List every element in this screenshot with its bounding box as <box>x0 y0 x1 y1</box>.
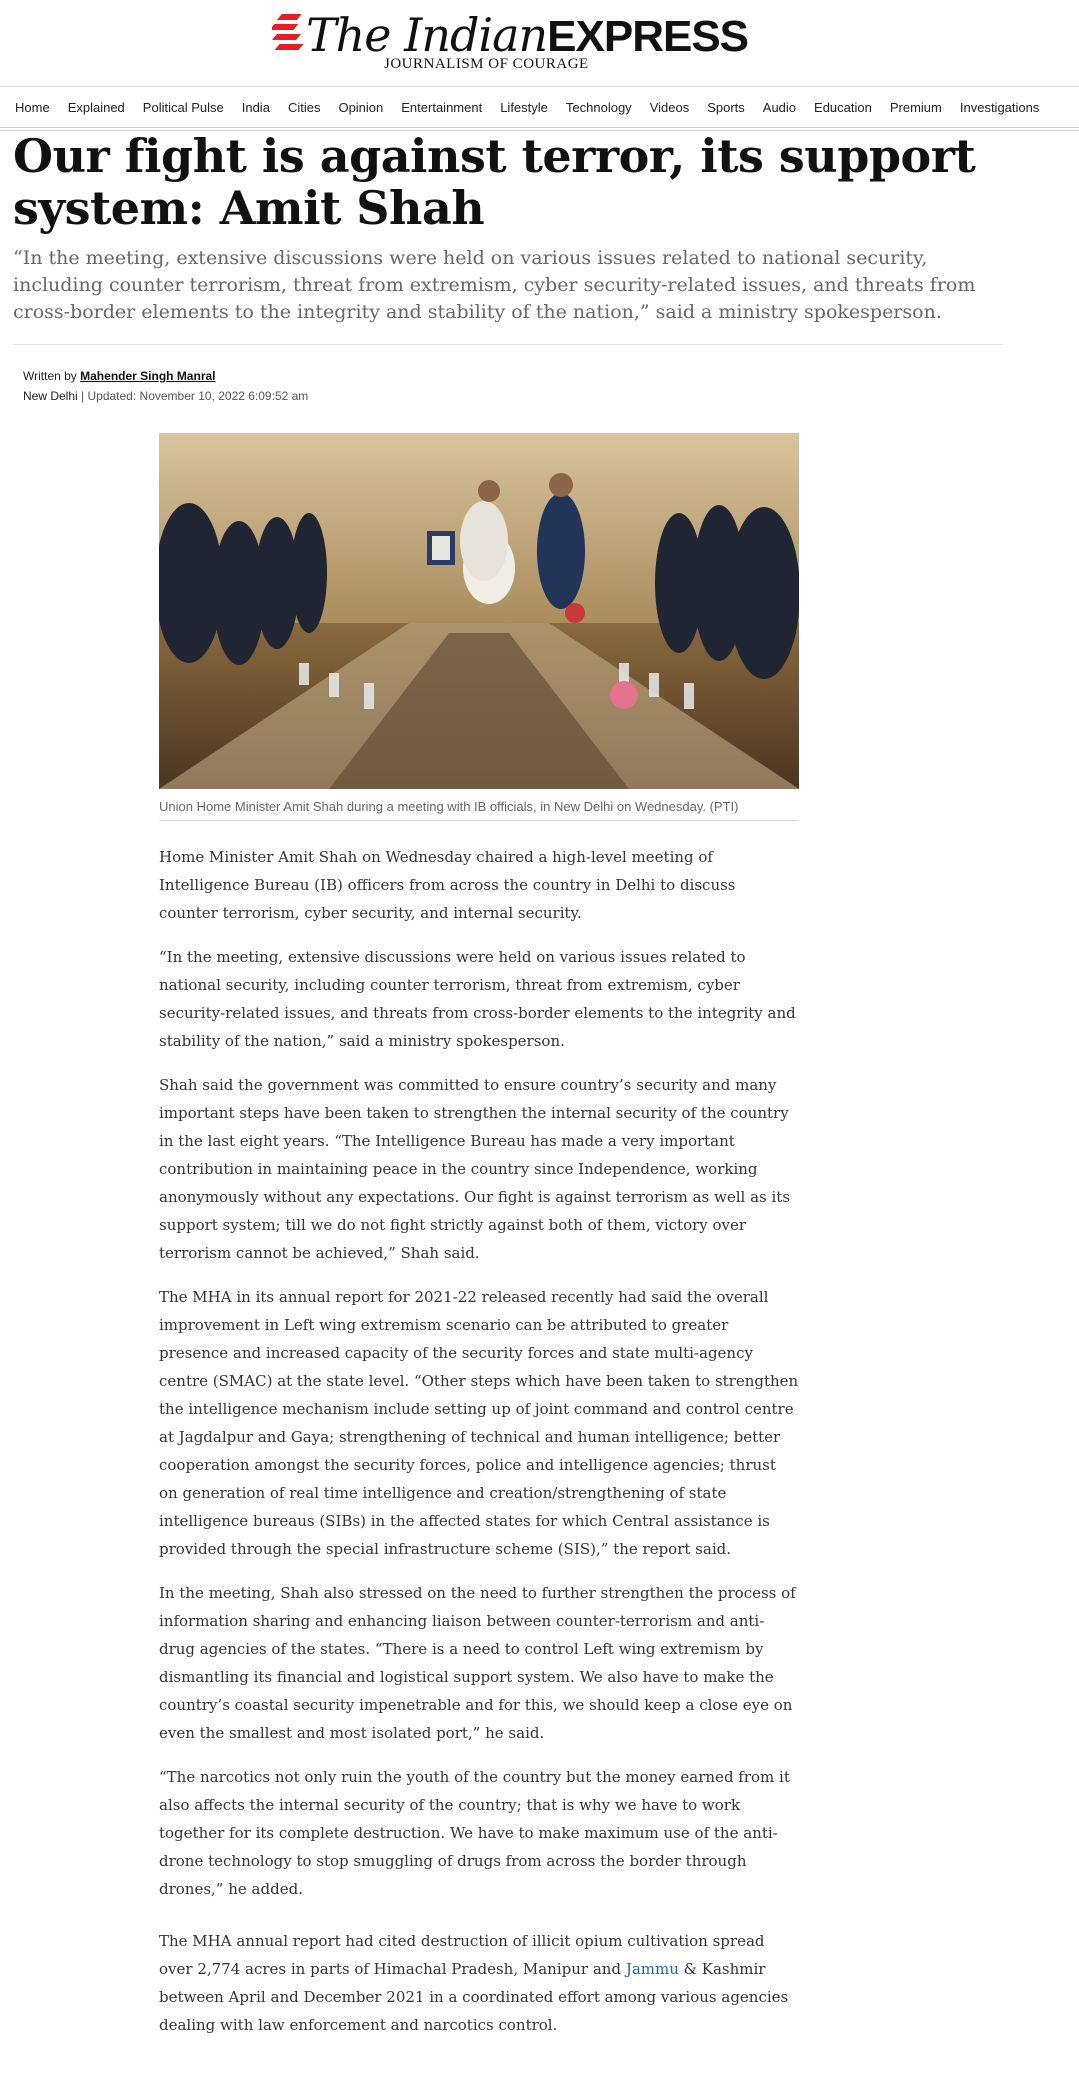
location: New Delhi <box>23 389 78 403</box>
nav-item-political-pulse[interactable]: Political Pulse <box>142 99 224 115</box>
nav-item-cities[interactable]: Cities <box>287 99 321 115</box>
nav-item-education[interactable]: Education <box>814 99 872 115</box>
author-line <box>23 366 308 386</box>
meeting-photo-illustration <box>159 433 799 789</box>
nav-item-lifestyle[interactable]: Lifestyle <box>500 99 548 115</box>
article-paragraph: Home Minister Amit Shah on Wednesday chaired a high-level meeting of Intelligence Bureau (IB) officers from across the country in Delhi to discuss counter terrorism, cyber security, and internal security. <box>159 848 736 922</box>
headline-divider <box>13 344 1003 345</box>
logo-the-indian: The Indian <box>306 8 548 62</box>
article-paragraph-last <box>159 1927 799 2039</box>
article-paragraph: The MHA in its annual report for 2021-22 released recently had said the overall improvement in Left wing extremism scenario can be attributed to greater presence and increased capacity of the security forces and state multi-agency centre (SMAC) at the state level. “Other steps which have been taken to strengthen the intelligence mechanism include setting up of joint command and control centre at Jagdalpur and Gaya; strengthening of technical and human intelligence; better cooperation amongst the security forces, police and intelligence agencies; thrust on generation of real time intelligence and creation/strengthening of state intelligence bureaus (SIBs) in the affected states for which Central assistance is provided through the special infrastructure scheme (SIS),” the report said. <box>159 1288 799 1558</box>
nav-item-technology[interactable]: Technology <box>565 99 632 115</box>
article-headline: Our fight is against terror, its support system: Amit Shah <box>13 129 976 235</box>
last-paragraph-text-after-link: & Kashmir between April and December 2021 in a coordinated effort among various agencies dealing with law enforcement and narcotics control. <box>159 1960 789 2034</box>
article-paragraph: “In the meeting, extensive discussions were held on various issues related to national security, including counter terrorism, threat from extremism, cyber security-related issues, and threats from cross-border elements to the integrity and stability of the nation,” said a ministry spokesperson. <box>159 948 796 1050</box>
nav-item-entertainment[interactable]: Entertainment <box>401 99 483 115</box>
article-paragraph: Shah said the government was committed to ensure country’s security and many important steps have been taken to strengthen the internal security of the country in the last eight years. “The Intelligence Bureau has made a very important contribution in maintaining peace in the country since Independence, working anonymously without any expectations. Our fight is against terrorism as well as its support system; till we do not fight strictly against both of them, victory over terrorism cannot be achieved,” Shah said. <box>159 1076 791 1262</box>
nav-item-videos[interactable]: Videos <box>649 99 690 115</box>
jammu-link[interactable]: Jammu <box>625 1960 679 1978</box>
lead-figure <box>159 433 799 821</box>
written-by-label: Written by <box>23 369 77 383</box>
masthead <box>0 0 1079 86</box>
nav-item-premium[interactable]: Premium <box>889 99 942 115</box>
byline <box>23 366 308 406</box>
logo-express: EXPRESS <box>547 12 749 61</box>
article-paragraph: “The narcotics not only ruin the youth of the country but the money earned from it also affects the internal security of the country; that is why we have to work together for its complete destruction. We have to make maximum use of the anti-drone technology to stop smuggling of drugs from across the border through drones,” he added. <box>159 1768 790 1898</box>
nav-item-sports[interactable]: Sports <box>707 99 745 115</box>
nav-item-audio[interactable]: Audio <box>762 99 797 115</box>
nav-item-home[interactable]: Home <box>15 99 50 115</box>
nav-item-opinion[interactable]: Opinion <box>338 99 384 115</box>
article-paragraph: In the meeting, Shah also stressed on the need to further strengthen the process of information sharing and enhancing liaison between counter-terrorism and anti-drug agencies of the states. “There is a need to control Left wing extremism by dismantling its financial and logistical support system. We also have to make the country’s coastal security impenetrable and for this, we should keep a close eye on even the smallest and most isolated port,” he said. <box>159 1584 796 1742</box>
logo-tagline: JOURNALISM OF COURAGE <box>384 56 589 72</box>
dateline-separator: | <box>77 389 88 403</box>
dateline <box>23 386 308 406</box>
article-dek: “In the meeting, extensive discussions were held on various issues related to national security, including counter terrorism, threat from extremism, cyber security-related issues, and threats from cross-border elements to the integrity and stability of the nation,” said a ministry spokesperson. <box>13 247 976 323</box>
main-navigation <box>0 87 1079 127</box>
logo-wordmark <box>306 8 748 62</box>
author-link[interactable]: Mahender Singh Manral <box>80 369 216 383</box>
article-body <box>159 843 799 2055</box>
article-paragraphs <box>159 843 799 1903</box>
photo-caption: Union Home Minister Amit Shah during a meeting with IB officials, in New Delhi on Wednesday. (PTI) <box>159 789 799 821</box>
last-paragraph-text-before-link: The MHA annual report had cited destruction of illicit opium cultivation spread over 2,774 acres in parts of Himachal Pradesh, Manipur and <box>159 1932 765 1978</box>
indian-express-logo-icon <box>272 12 308 58</box>
nav-item-explained[interactable]: Explained <box>67 99 125 115</box>
nav-divider-top <box>0 127 1079 128</box>
nav-item-investigations[interactable]: Investigations <box>959 99 1040 115</box>
nav-list <box>0 87 1079 127</box>
lead-photo[interactable] <box>159 433 799 789</box>
updated-timestamp: Updated: November 10, 2022 6:09:52 am <box>87 389 309 403</box>
nav-item-india[interactable]: India <box>241 99 270 115</box>
